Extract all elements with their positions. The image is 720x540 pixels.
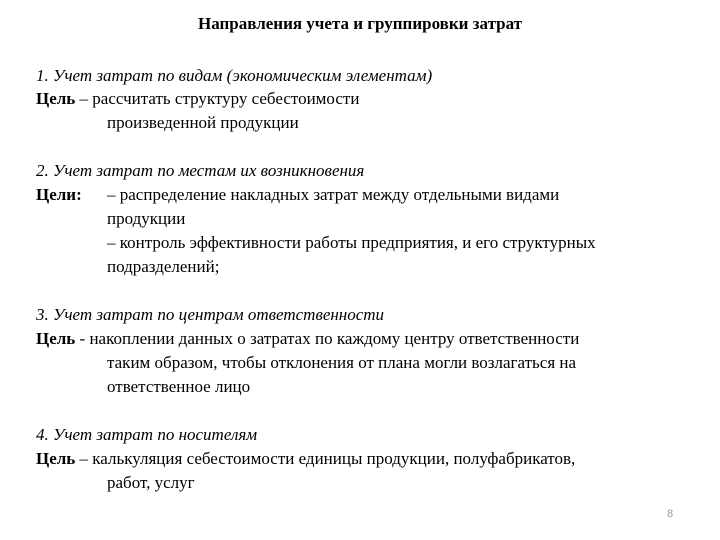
- section-4-heading: 4. Учет затрат по носителям: [36, 425, 258, 444]
- slide-title: Направления учета и группировки затрат: [197, 14, 522, 33]
- section-3-goal: [36, 328, 579, 350]
- section-1-goal: [36, 88, 359, 110]
- section-1-heading: 1. Учет затрат по видам (экономическим элементам): [36, 66, 433, 85]
- section-1-line-2: произведенной продукции: [107, 113, 299, 132]
- section-2-heading: 2. Учет затрат по местам их возникновения: [36, 161, 365, 180]
- section-3-line-3: ответственное лицо: [107, 377, 251, 396]
- section-2-line-2: продукции: [107, 209, 186, 228]
- page-number: 8: [667, 508, 674, 520]
- section-2-line-3: – контроль эффективности работы предприятия, и его структурных: [107, 233, 596, 252]
- section-2-label: Цели:: [36, 185, 82, 204]
- section-3-line-2: таким образом, чтобы отклонения от плана могли возлагаться на: [107, 353, 577, 372]
- section-1-line-1: – рассчитать структуру себестоимости: [75, 89, 360, 108]
- section-2-line-4: подразделений;: [107, 257, 220, 276]
- section-4-goal: [36, 448, 575, 470]
- section-3-line-1: - накоплении данных о затратах по каждому центру ответственности: [75, 329, 580, 348]
- section-3-label: Цель: [36, 329, 76, 348]
- section-4-line-1: – калькуляция себестоимости единицы продукции, полуфабрикатов,: [75, 449, 576, 468]
- section-4-label: Цель: [36, 449, 76, 468]
- section-3-heading: 3. Учет затрат по центрам ответственности: [36, 305, 385, 324]
- section-2-line-1: – распределение накладных затрат между отдельными видами: [107, 185, 560, 204]
- section-1-label: Цель: [36, 89, 76, 108]
- section-4-line-2: работ, услуг: [107, 473, 195, 492]
